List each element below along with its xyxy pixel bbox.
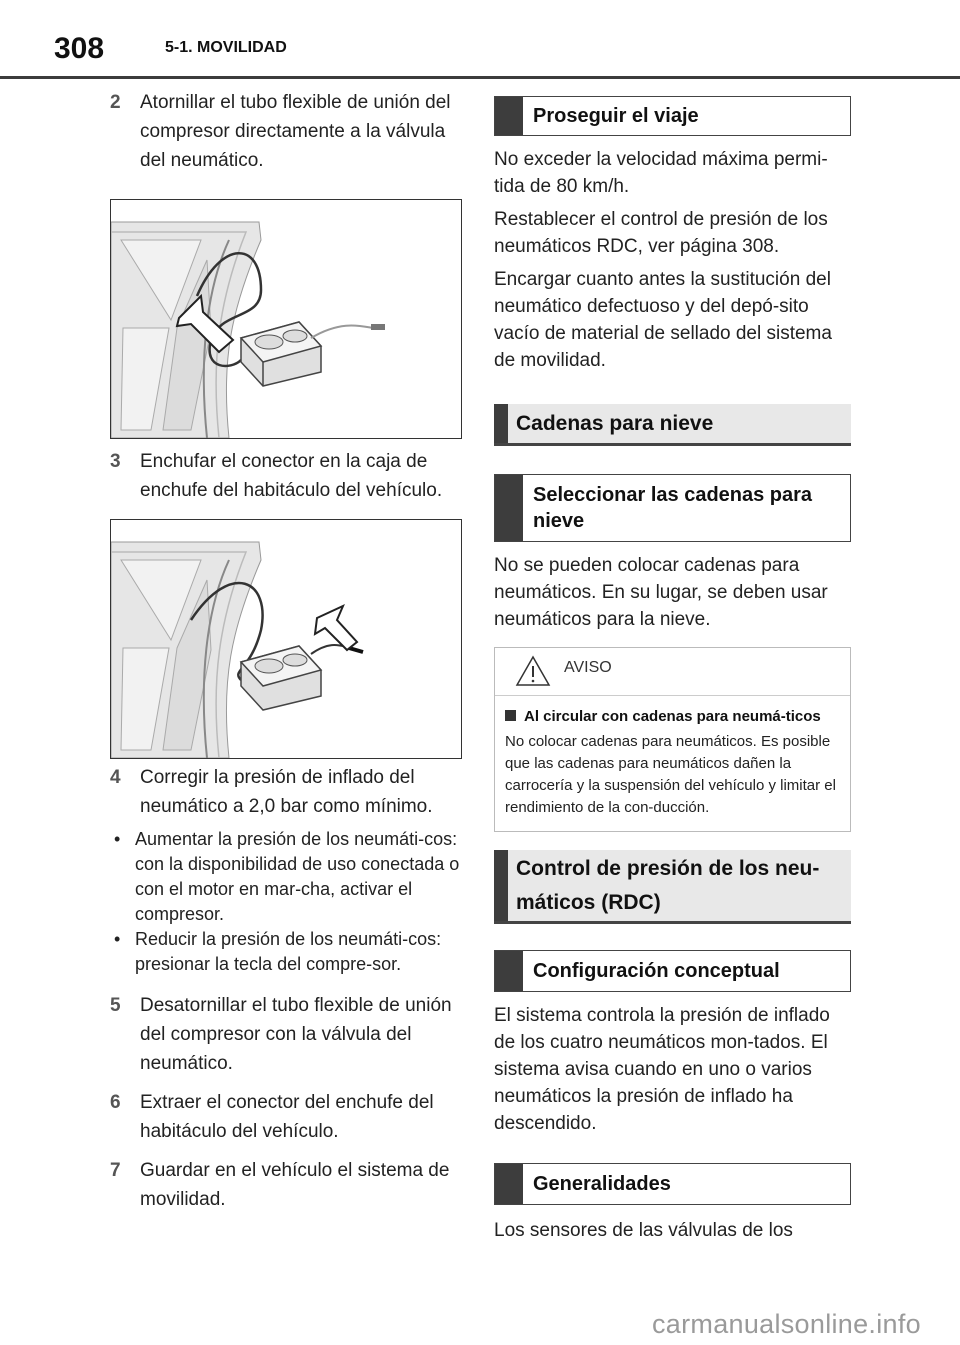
notice-header: [495, 648, 850, 696]
step-2: [110, 88, 462, 175]
square-bullet-icon: [505, 710, 516, 721]
paragraph: Los sensores de las válvulas de los: [494, 1220, 793, 1241]
step-text: Atornillar el tubo flexible de unión del compresor directamente a la válvula del neumático.: [140, 92, 451, 171]
step-7: [110, 1156, 462, 1214]
heading-seleccionar: Seleccionar las cadenas para nieve: [494, 474, 851, 542]
heading-configuracion: Configuración conceptual: [494, 950, 851, 992]
arrow-icon: [315, 606, 357, 650]
warning-triangle-icon: [515, 654, 551, 688]
heading-proseguir: Proseguir el viaje: [494, 96, 851, 136]
step-text: Enchufar el conector en la caja de enchufe del habitáculo del vehículo.: [140, 451, 443, 501]
step-text: Guardar en el vehículo el sistema de movilidad.: [140, 1160, 450, 1210]
notice-item: Al circular con cadenas para neumá-ticos: [505, 706, 840, 727]
paragraph: El sistema controla la presión de inflado de los cuatro neumáticos mon-tados. El sistema avisa cuando en uno o varios neumáticos la presión de inflado ha descendido.: [494, 1005, 830, 1134]
figure-compressor-plug: [110, 519, 462, 759]
heading-cadenas: Cadenas para nieve: [494, 404, 851, 446]
compressor-illustration: [241, 645, 363, 710]
paragraph: No exceder la velocidad máxima permi-tida de 80 km/h.: [494, 149, 828, 197]
watermark: carmanualsonline.info: [652, 1309, 921, 1339]
step-text: Corregir la presión de inflado del neumático a 2,0 bar como mínimo.: [140, 767, 433, 817]
step-6: [110, 1088, 462, 1146]
step-number: 2: [110, 92, 121, 113]
figure-compressor-valve: [110, 199, 462, 439]
step-3: [110, 447, 462, 505]
step-number: 3: [110, 451, 121, 472]
notice-text: No colocar cadenas para neumáticos. Es posible que las cadenas para neumáticos dañen la carrocería y la suspensión del vehículo y limitar el rendimiento de la con-ducción.: [505, 733, 836, 816]
step-number: 5: [110, 995, 121, 1016]
bullet-list: [110, 827, 462, 977]
notice-box: [494, 647, 851, 832]
paragraph: No se pueden colocar cadenas para neumáticos. En su lugar, se deben usar neumáticos para la nieve.: [494, 555, 828, 630]
chapter-title: 5-1. MOVILIDAD: [165, 39, 287, 56]
step-5: [110, 991, 462, 1078]
paragraph: Restablecer el control de presión de los neumáticos RDC, ver página 308.: [494, 209, 828, 257]
header-rule: [0, 76, 960, 79]
wheel-illustration: [111, 542, 261, 758]
page-header: [0, 0, 960, 78]
step-text: Extraer el conector del enchufe del habitáculo del vehículo.: [140, 1092, 434, 1142]
step-number: 4: [110, 767, 121, 788]
step-number: 6: [110, 1092, 121, 1113]
page-number: 308: [54, 32, 105, 65]
heading-generalidades: Generalidades: [494, 1163, 851, 1205]
left-column: [110, 88, 462, 1214]
compressor-illustration: [241, 322, 385, 386]
list-item: • Reducir la presión de los neumáti-cos: presionar la tecla del compre-sor.: [114, 929, 442, 974]
step-text: Desatornillar el tubo flexible de unión del compresor con la válvula del neumático.: [140, 995, 452, 1074]
notice-label: AVISO: [564, 659, 612, 676]
step-number: 7: [110, 1160, 121, 1181]
right-column: [494, 96, 851, 1244]
list-item: • Aumentar la presión de los neumáti-cos: con la disponibilidad de uso conectada o con el motor en mar-cha, activar el compresor.: [114, 829, 460, 924]
paragraph: Encargar cuanto antes la sustitución del neumático defectuoso y del depó-sito vacío de material de sellado del sistema de movilidad.: [494, 269, 832, 371]
step-4: [110, 763, 462, 821]
heading-control: Control de presión de los neu-máticos (RDC): [494, 850, 851, 924]
